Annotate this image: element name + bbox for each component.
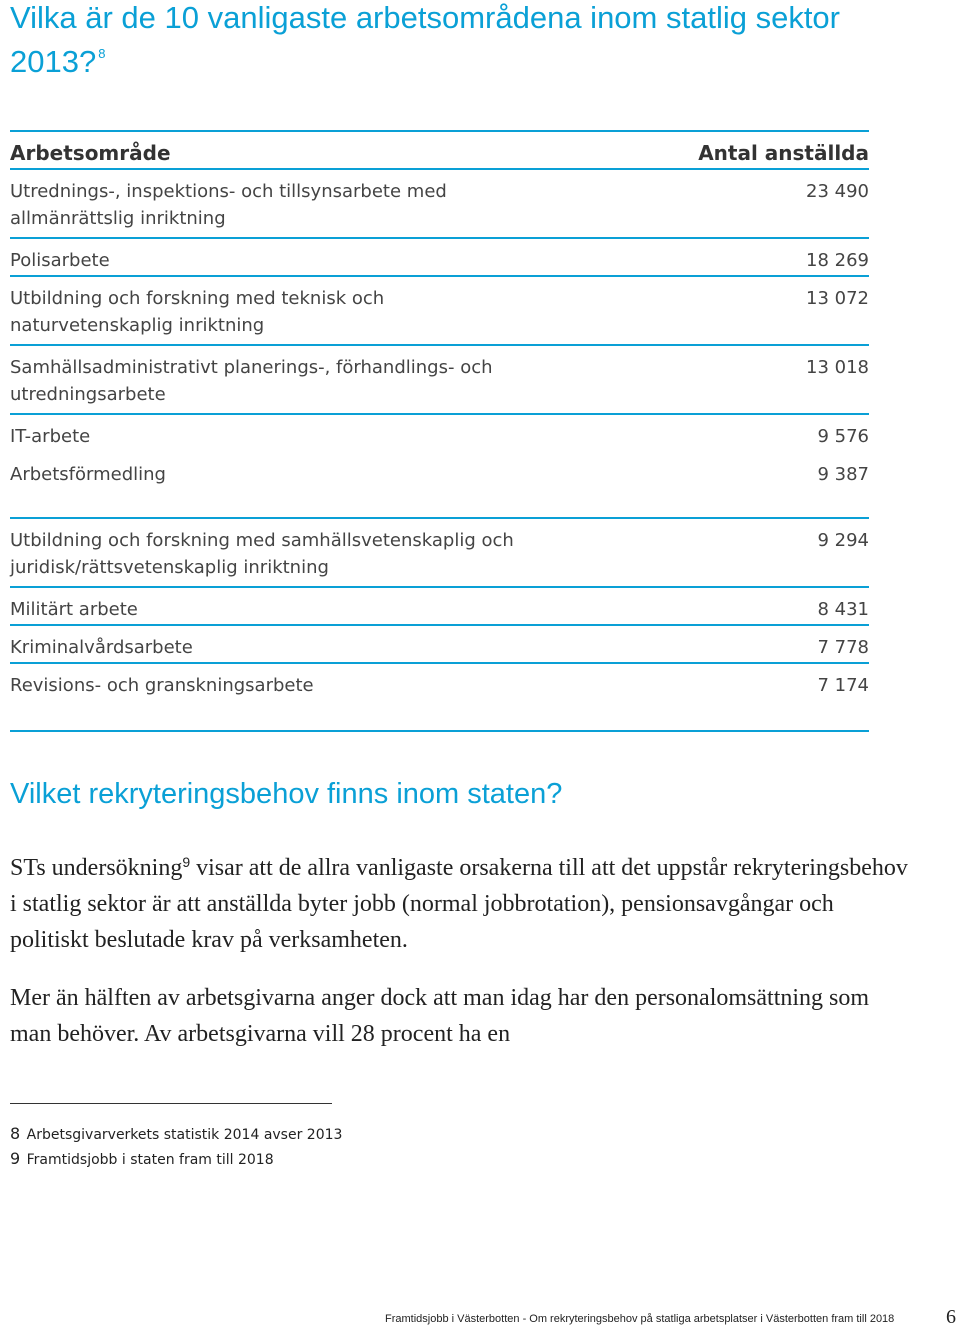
table-row [10,517,869,586]
footnote [10,1150,710,1169]
paragraph-staff-turnover: Mer än hälften av arbetsgivarna anger dock att man idag har den personalomsättning som man behöver. Av arbetsgivarna vill 28 procent ha en [10,985,870,1047]
table-row [10,662,869,702]
row-label: Kriminalvårdsarbete [10,637,193,658]
row-value: 23 490 [806,181,869,202]
page-footer: Framtidsjobb i Västerbotten - Om rekryteringsbehov på statliga arbetsplatser i Västerbotten fram till 2018 [385,1313,895,1325]
paragraph-text-start: STs undersökning [10,855,183,881]
table-bottom-rule [10,730,869,732]
row-label: Revisions- och granskningsarbete [10,675,314,696]
table-row [10,168,869,237]
column-header-count: Antal anställda [698,141,869,165]
row-label: Utrednings-, inspektions- och tillsynsarbete med allmänrättslig inriktning [10,181,447,229]
footnote-mark: 9 [10,1149,21,1168]
section-heading: Vilket rekryteringsbehov finns inom staten? [10,778,563,810]
paragraph-recruitment-causes [10,844,910,958]
table-row [10,586,869,624]
work-areas-table [10,130,869,702]
row-value: 8 431 [817,599,869,620]
table-row [10,624,869,662]
row-value: 13 018 [806,357,869,378]
table-row [10,451,869,517]
row-value: 7 174 [817,675,869,696]
footnote-mark: 8 [10,1124,21,1143]
row-label: Samhällsadministrativt planerings-, förhandlings- och utredningsarbete [10,357,493,405]
row-label: Militärt arbete [10,599,138,620]
table-row [10,275,869,344]
page-title [10,0,910,80]
table-row [10,344,869,413]
row-label: IT-arbete [10,426,91,447]
row-value: 13 072 [806,288,869,309]
column-header-area: Arbetsområde [10,141,171,165]
row-value: 9 294 [817,530,869,551]
title-footnote-ref: 8 [98,46,106,61]
row-label: Utbildning och forskning med teknisk och naturvetenskaplig inriktning [10,288,385,336]
page-number: 6 [946,1306,956,1328]
row-value: 18 269 [806,250,869,271]
footnote-text: Framtidsjobb i staten fram till 2018 [26,1152,274,1168]
row-label: Utbildning och forskning med samhällsvetenskaplig och juridisk/rättsvetenskaplig inriktning [10,530,514,578]
footnote-text: Arbetsgivarverkets statistik 2014 avser 2013 [26,1127,343,1143]
table-row [10,413,869,451]
page-title-text: Vilka är de 10 vanligaste arbetsområdena inom statlig sektor 2013? [10,0,840,79]
table-row [10,237,869,275]
row-label: Polisarbete [10,250,110,271]
footnote [10,1125,710,1144]
row-value: 7 778 [817,637,869,658]
row-value: 9 387 [817,464,869,485]
footnote-separator [10,1103,332,1104]
row-label: Arbetsförmedling [10,464,166,485]
table-header [10,130,869,168]
row-value: 9 576 [817,426,869,447]
paragraph-text-end: visar att de allra vanligaste orsakerna till att det uppstår rekryteringsbehov i statlig sektor är att anställda byter jobb (normal jobbrotation), pensionsavgångar och politiskt beslutade krav på verksamheten. [10,855,908,953]
footnote-ref-9: 9 [182,854,191,870]
